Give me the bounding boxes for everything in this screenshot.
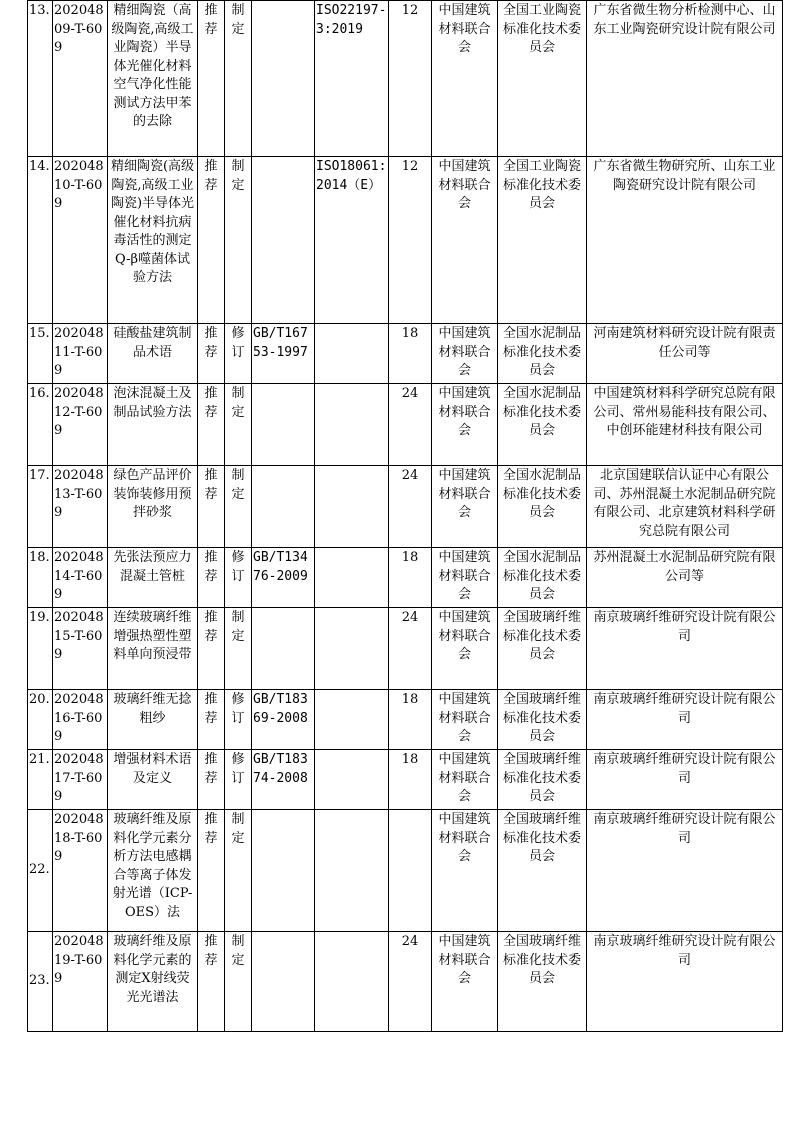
revision-type: 制定 xyxy=(225,810,252,932)
project-cycle: 12 xyxy=(389,157,432,324)
competent-department: 中国建筑材料联合会 xyxy=(432,384,498,466)
adopted-international-standard xyxy=(315,608,389,690)
technical-committee: 全国水泥制品标准化技术委员会 xyxy=(498,548,587,608)
competent-department: 中国建筑材料联合会 xyxy=(432,466,498,548)
standard-nature: 推荐 xyxy=(198,932,225,1032)
revision-type: 修订 xyxy=(225,750,252,810)
project-cycle: 12 xyxy=(389,1,432,157)
replaced-standard xyxy=(252,466,315,548)
project-cycle: 24 xyxy=(389,384,432,466)
competent-department: 中国建筑材料联合会 xyxy=(432,1,498,157)
technical-committee: 全国玻璃纤维标准化技术委员会 xyxy=(498,608,587,690)
table-row xyxy=(28,384,783,466)
replaced-standard: GB/T16753-1997 xyxy=(252,324,315,384)
revision-type: 修订 xyxy=(225,548,252,608)
standard-name: 绿色产品评价装饰装修用预拌砂浆 xyxy=(108,466,198,548)
standards-table xyxy=(27,0,783,1032)
table-row xyxy=(28,1,783,157)
drafting-units: 广东省微生物研究所、山东工业陶瓷研究设计院有限公司 xyxy=(587,157,783,324)
revision-type: 制定 xyxy=(225,608,252,690)
table-row xyxy=(28,750,783,810)
standard-nature: 推荐 xyxy=(198,548,225,608)
replaced-standard xyxy=(252,157,315,324)
adopted-international-standard xyxy=(315,548,389,608)
technical-committee: 全国玻璃纤维标准化技术委员会 xyxy=(498,932,587,1032)
drafting-units: 河南建筑材料研究设计院有限责任公司等 xyxy=(587,324,783,384)
adopted-international-standard xyxy=(315,324,389,384)
competent-department: 中国建筑材料联合会 xyxy=(432,932,498,1032)
adopted-international-standard xyxy=(315,750,389,810)
replaced-standard: GB/T18374-2008 xyxy=(252,750,315,810)
project-code: 20204819-T-609 xyxy=(53,932,108,1032)
competent-department: 中国建筑材料联合会 xyxy=(432,324,498,384)
project-cycle: 18 xyxy=(389,690,432,750)
drafting-units: 中国建筑材料科学研究总院有限公司、常州易能科技有限公司、中创环能建材科技有限公司 xyxy=(587,384,783,466)
replaced-standard xyxy=(252,608,315,690)
standard-nature: 推荐 xyxy=(198,1,225,157)
replaced-standard: GB/T18369-2008 xyxy=(252,690,315,750)
project-code: 20204815-T-609 xyxy=(53,608,108,690)
technical-committee: 全国玻璃纤维标准化技术委员会 xyxy=(498,690,587,750)
replaced-standard xyxy=(252,810,315,932)
standard-nature: 推荐 xyxy=(198,608,225,690)
row-number: 13. xyxy=(28,1,53,157)
table-row xyxy=(28,810,783,932)
revision-type: 制定 xyxy=(225,1,252,157)
technical-committee: 全国玻璃纤维标准化技术委员会 xyxy=(498,810,587,932)
standard-name: 玻璃纤维无捻粗纱 xyxy=(108,690,198,750)
row-number: 16. xyxy=(28,384,53,466)
technical-committee: 全国水泥制品标准化技术委员会 xyxy=(498,324,587,384)
project-cycle: 24 xyxy=(389,608,432,690)
standard-name: 泡沫混凝土及制品试验方法 xyxy=(108,384,198,466)
row-number: 22. xyxy=(28,810,53,932)
standard-nature: 推荐 xyxy=(198,157,225,324)
standard-name: 精细陶瓷(高级陶瓷,高级工业陶瓷)半导体光催化材料抗病毒活性的测定Q-β噬菌体试验方法 xyxy=(108,157,198,324)
standard-name: 硅酸盐建筑制品术语 xyxy=(108,324,198,384)
row-number: 20. xyxy=(28,690,53,750)
competent-department: 中国建筑材料联合会 xyxy=(432,810,498,932)
revision-type: 制定 xyxy=(225,466,252,548)
drafting-units: 南京玻璃纤维研究设计院有限公司 xyxy=(587,690,783,750)
standard-name: 增强材料术语及定义 xyxy=(108,750,198,810)
drafting-units: 广东省微生物分析检测中心、山东工业陶瓷研究设计院有限公司 xyxy=(587,1,783,157)
competent-department: 中国建筑材料联合会 xyxy=(432,157,498,324)
revision-type: 修订 xyxy=(225,324,252,384)
project-code: 20204812-T-609 xyxy=(53,384,108,466)
standard-name: 连续玻璃纤维增强热塑性塑料单向预浸带 xyxy=(108,608,198,690)
row-number: 14. xyxy=(28,157,53,324)
standard-nature: 推荐 xyxy=(198,324,225,384)
table-row xyxy=(28,932,783,1032)
competent-department: 中国建筑材料联合会 xyxy=(432,690,498,750)
row-number: 19. xyxy=(28,608,53,690)
project-code: 20204813-T-609 xyxy=(53,466,108,548)
table-row xyxy=(28,157,783,324)
project-code: 20204816-T-609 xyxy=(53,690,108,750)
project-code: 20204814-T-609 xyxy=(53,548,108,608)
standard-nature: 推荐 xyxy=(198,810,225,932)
technical-committee: 全国工业陶瓷标准化技术委员会 xyxy=(498,1,587,157)
table-row xyxy=(28,548,783,608)
drafting-units: 苏州混凝土水泥制品研究院有限公司等 xyxy=(587,548,783,608)
drafting-units: 南京玻璃纤维研究设计院有限公司 xyxy=(587,608,783,690)
replaced-standard xyxy=(252,1,315,157)
standard-nature: 推荐 xyxy=(198,750,225,810)
project-code: 20204818-T-609 xyxy=(53,810,108,932)
row-number: 18. xyxy=(28,548,53,608)
technical-committee: 全国玻璃纤维标准化技术委员会 xyxy=(498,750,587,810)
competent-department: 中国建筑材料联合会 xyxy=(432,608,498,690)
replaced-standard xyxy=(252,932,315,1032)
row-number: 21. xyxy=(28,750,53,810)
adopted-international-standard xyxy=(315,466,389,548)
adopted-international-standard xyxy=(315,690,389,750)
standard-nature: 推荐 xyxy=(198,466,225,548)
project-code: 20204811-T-609 xyxy=(53,324,108,384)
row-number: 17. xyxy=(28,466,53,548)
replaced-standard: GB/T13476-2009 xyxy=(252,548,315,608)
row-number: 23. xyxy=(28,932,53,1032)
project-cycle xyxy=(389,810,432,932)
standard-name: 玻璃纤维及原料化学元素分析方法电感耦合等离子体发射光谱（ICP-OES）法 xyxy=(108,810,198,932)
standard-name: 精细陶瓷（高级陶瓷,高级工业陶瓷）半导体光催化材料空气净化性能测试方法甲苯的去除 xyxy=(108,1,198,157)
revision-type: 制定 xyxy=(225,384,252,466)
standard-name: 先张法预应力混凝土管桩 xyxy=(108,548,198,608)
revision-type: 制定 xyxy=(225,157,252,324)
technical-committee: 全国工业陶瓷标准化技术委员会 xyxy=(498,157,587,324)
adopted-international-standard xyxy=(315,384,389,466)
revision-type: 修订 xyxy=(225,690,252,750)
standard-nature: 推荐 xyxy=(198,690,225,750)
replaced-standard xyxy=(252,384,315,466)
project-code: 20204817-T-609 xyxy=(53,750,108,810)
project-cycle: 18 xyxy=(389,324,432,384)
drafting-units: 南京玻璃纤维研究设计院有限公司 xyxy=(587,810,783,932)
standard-name: 玻璃纤维及原料化学元素的测定X射线荧光光谱法 xyxy=(108,932,198,1032)
adopted-international-standard: ISO22197-3:2019 xyxy=(315,1,389,157)
row-number: 15. xyxy=(28,324,53,384)
project-code: 20204810-T-609 xyxy=(53,157,108,324)
table-row xyxy=(28,690,783,750)
adopted-international-standard: ISO18061:2014（E） xyxy=(315,157,389,324)
table-row xyxy=(28,608,783,690)
project-cycle: 18 xyxy=(389,548,432,608)
competent-department: 中国建筑材料联合会 xyxy=(432,548,498,608)
project-cycle: 24 xyxy=(389,466,432,548)
project-cycle: 24 xyxy=(389,932,432,1032)
project-code: 20204809-T-609 xyxy=(53,1,108,157)
project-cycle: 18 xyxy=(389,750,432,810)
adopted-international-standard xyxy=(315,810,389,932)
competent-department: 中国建筑材料联合会 xyxy=(432,750,498,810)
technical-committee: 全国水泥制品标准化技术委员会 xyxy=(498,466,587,548)
adopted-international-standard xyxy=(315,932,389,1032)
table-row xyxy=(28,324,783,384)
table-row xyxy=(28,466,783,548)
technical-committee: 全国水泥制品标准化技术委员会 xyxy=(498,384,587,466)
revision-type: 制定 xyxy=(225,932,252,1032)
drafting-units: 北京国建联信认证中心有限公司、苏州混凝土水泥制品研究院有限公司、北京建筑材料科学研究总院有限公司 xyxy=(587,466,783,548)
drafting-units: 南京玻璃纤维研究设计院有限公司 xyxy=(587,750,783,810)
standard-nature: 推荐 xyxy=(198,384,225,466)
drafting-units: 南京玻璃纤维研究设计院有限公司 xyxy=(587,932,783,1032)
